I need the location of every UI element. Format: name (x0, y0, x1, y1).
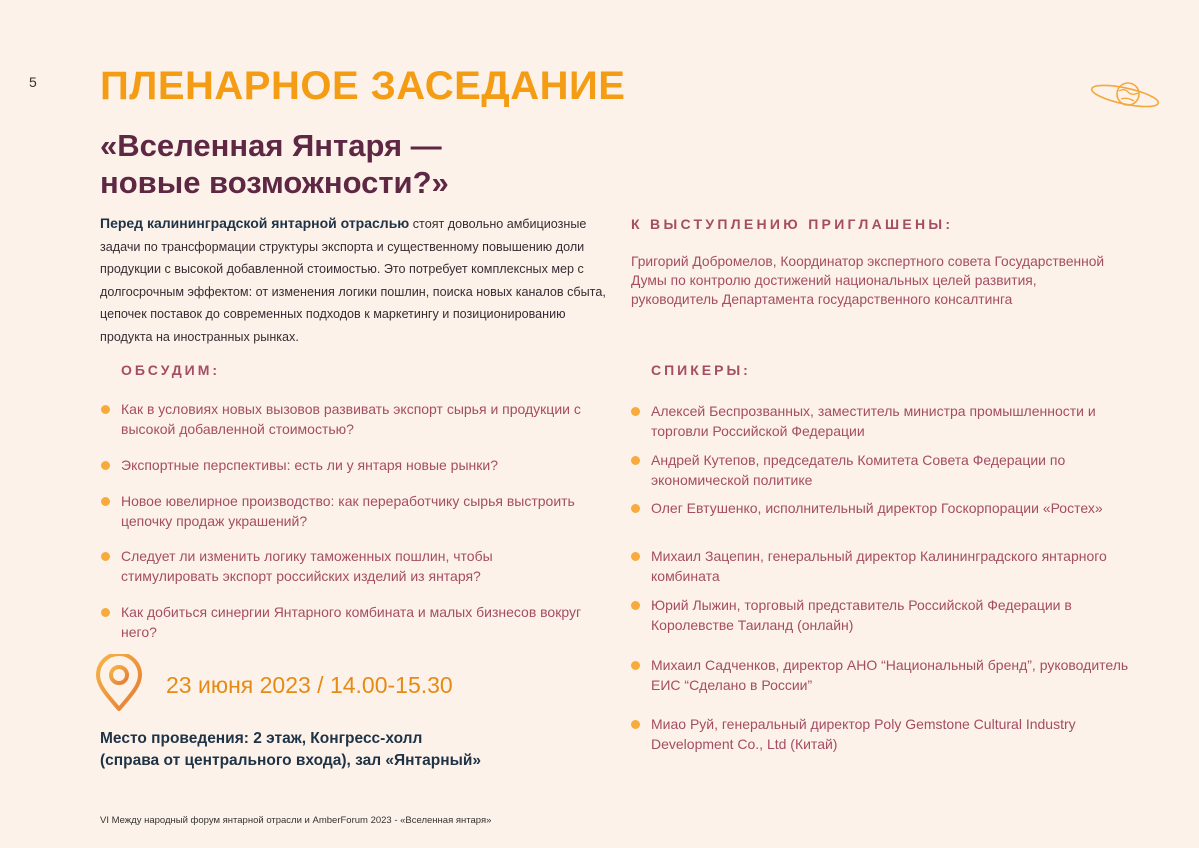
speakers-heading: СПИКЕРЫ: (651, 362, 751, 378)
discuss-heading: ОБСУДИМ: (121, 362, 221, 378)
bullet-dot-icon (631, 504, 640, 513)
venue-line-2: (справа от центрального входа), зал «Янтарный» (100, 752, 481, 769)
list-item (651, 401, 1131, 441)
speaker-text: Алексей Беспрозванных, заместитель министра промышленности и торговли Российской Федерации (651, 403, 1096, 439)
speaker-text: Андрей Кутепов, председатель Комитета Совета Федерации по экономической политике (651, 452, 1066, 488)
venue-line-1: Место проведения: 2 этаж, Конгресс-холл (100, 730, 423, 747)
list-item (121, 546, 591, 586)
list-item-text: Как добиться синергии Янтарного комбината и малых бизнесов вокруг него? (121, 604, 582, 640)
invited-text: Григорий Добромелов, Координатор экспертного совета Государственной Думы по контролю достижений национальных целей развития, руководитель Департамента государственного консалтинга (631, 254, 1105, 307)
subtitle-line-2: новые возможности?» (100, 165, 449, 200)
invited-heading: К ВЫСТУПЛЕНИЮ ПРИГЛАШЕНЫ: (631, 216, 954, 232)
page-title: ПЛЕНАРНОЕ ЗАСЕДАНИЕ (100, 64, 626, 108)
intro-text: стоят довольно амбициозные задачи по трансформации структуры экспорта и существенному повышению доли продукции с высокой добавленной стоимостью. Это потребует комплексных мер с долгосрочным эффектом: от изменения логики пошлин, поиска новых каналов сбыта, цепочек поставок до современных подходов к маркетингу и позиционированию продукта на иностранных рынках. (100, 217, 606, 344)
list-item-text: Следует ли изменить логику таможенных пошлин, чтобы стимулировать экспорт российских изделий из янтаря? (121, 548, 493, 584)
speaker-text: Михаил Садченков, директор АНО “Национальный бренд”, руководитель ЕИС “Сделано в России” (651, 657, 1129, 693)
session-subtitle (100, 127, 620, 201)
list-item-text: Новое ювелирное производство: как переработчику сырья выстроить цепочку продаж украшений? (121, 493, 575, 529)
speaker-text: Юрий Лыжин, торговый представитель Российской Федерации в Королевстве Таиланд (онлайн) (651, 597, 1072, 633)
list-item (121, 455, 591, 475)
bullet-dot-icon (631, 552, 640, 561)
list-item (651, 655, 1131, 695)
list-item (651, 714, 1131, 754)
location-pin-icon (94, 654, 144, 712)
bullet-dot-icon (101, 497, 110, 506)
bullet-dot-icon (101, 405, 110, 414)
list-item (651, 546, 1131, 586)
bullet-dot-icon (631, 720, 640, 729)
speaker-text: Миао Руй, генеральный директор Poly Gemstone Cultural Industry Development Co., Ltd (Китай) (651, 716, 1076, 752)
event-date-time: 23 июня 2023 / 14.00-15.30 (166, 672, 453, 698)
bullet-dot-icon (101, 552, 110, 561)
bullet-dot-icon (631, 456, 640, 465)
intro-lead: Перед калининградской янтарной отраслью (100, 215, 410, 231)
list-item (121, 602, 591, 642)
list-item (651, 595, 1131, 635)
bullet-dot-icon (101, 461, 110, 470)
list-item (121, 491, 591, 531)
bullet-dot-icon (631, 407, 640, 416)
page-number: 5 (29, 74, 37, 90)
bullet-dot-icon (631, 661, 640, 670)
bullet-dot-icon (101, 608, 110, 617)
speaker-text: Олег Евтушенко, исполнительный директор Госкорпорации «Ростех» (651, 500, 1103, 516)
footer-text: VI Между народный форум янтарной отрасли и AmberForum 2023 - «Вселенная янтаря» (100, 815, 492, 826)
list-item (651, 498, 1131, 518)
list-item (651, 450, 1131, 490)
list-item-text: Как в условиях новых вызовов развивать экспорт сырья и продукции с высокой добавленной стоимостью? (121, 401, 581, 437)
list-item-text: Экспортные перспективы: есть ли у янтаря новые рынки? (121, 457, 498, 473)
venue-info (100, 728, 560, 772)
speaker-text: Михаил Зацепин, генеральный директор Калининградского янтарного комбината (651, 548, 1107, 584)
planet-icon (1088, 76, 1162, 114)
subtitle-line-1: «Вселенная Янтаря — (100, 128, 442, 163)
intro-paragraph (100, 212, 620, 348)
list-item (121, 399, 591, 439)
bullet-dot-icon (631, 601, 640, 610)
